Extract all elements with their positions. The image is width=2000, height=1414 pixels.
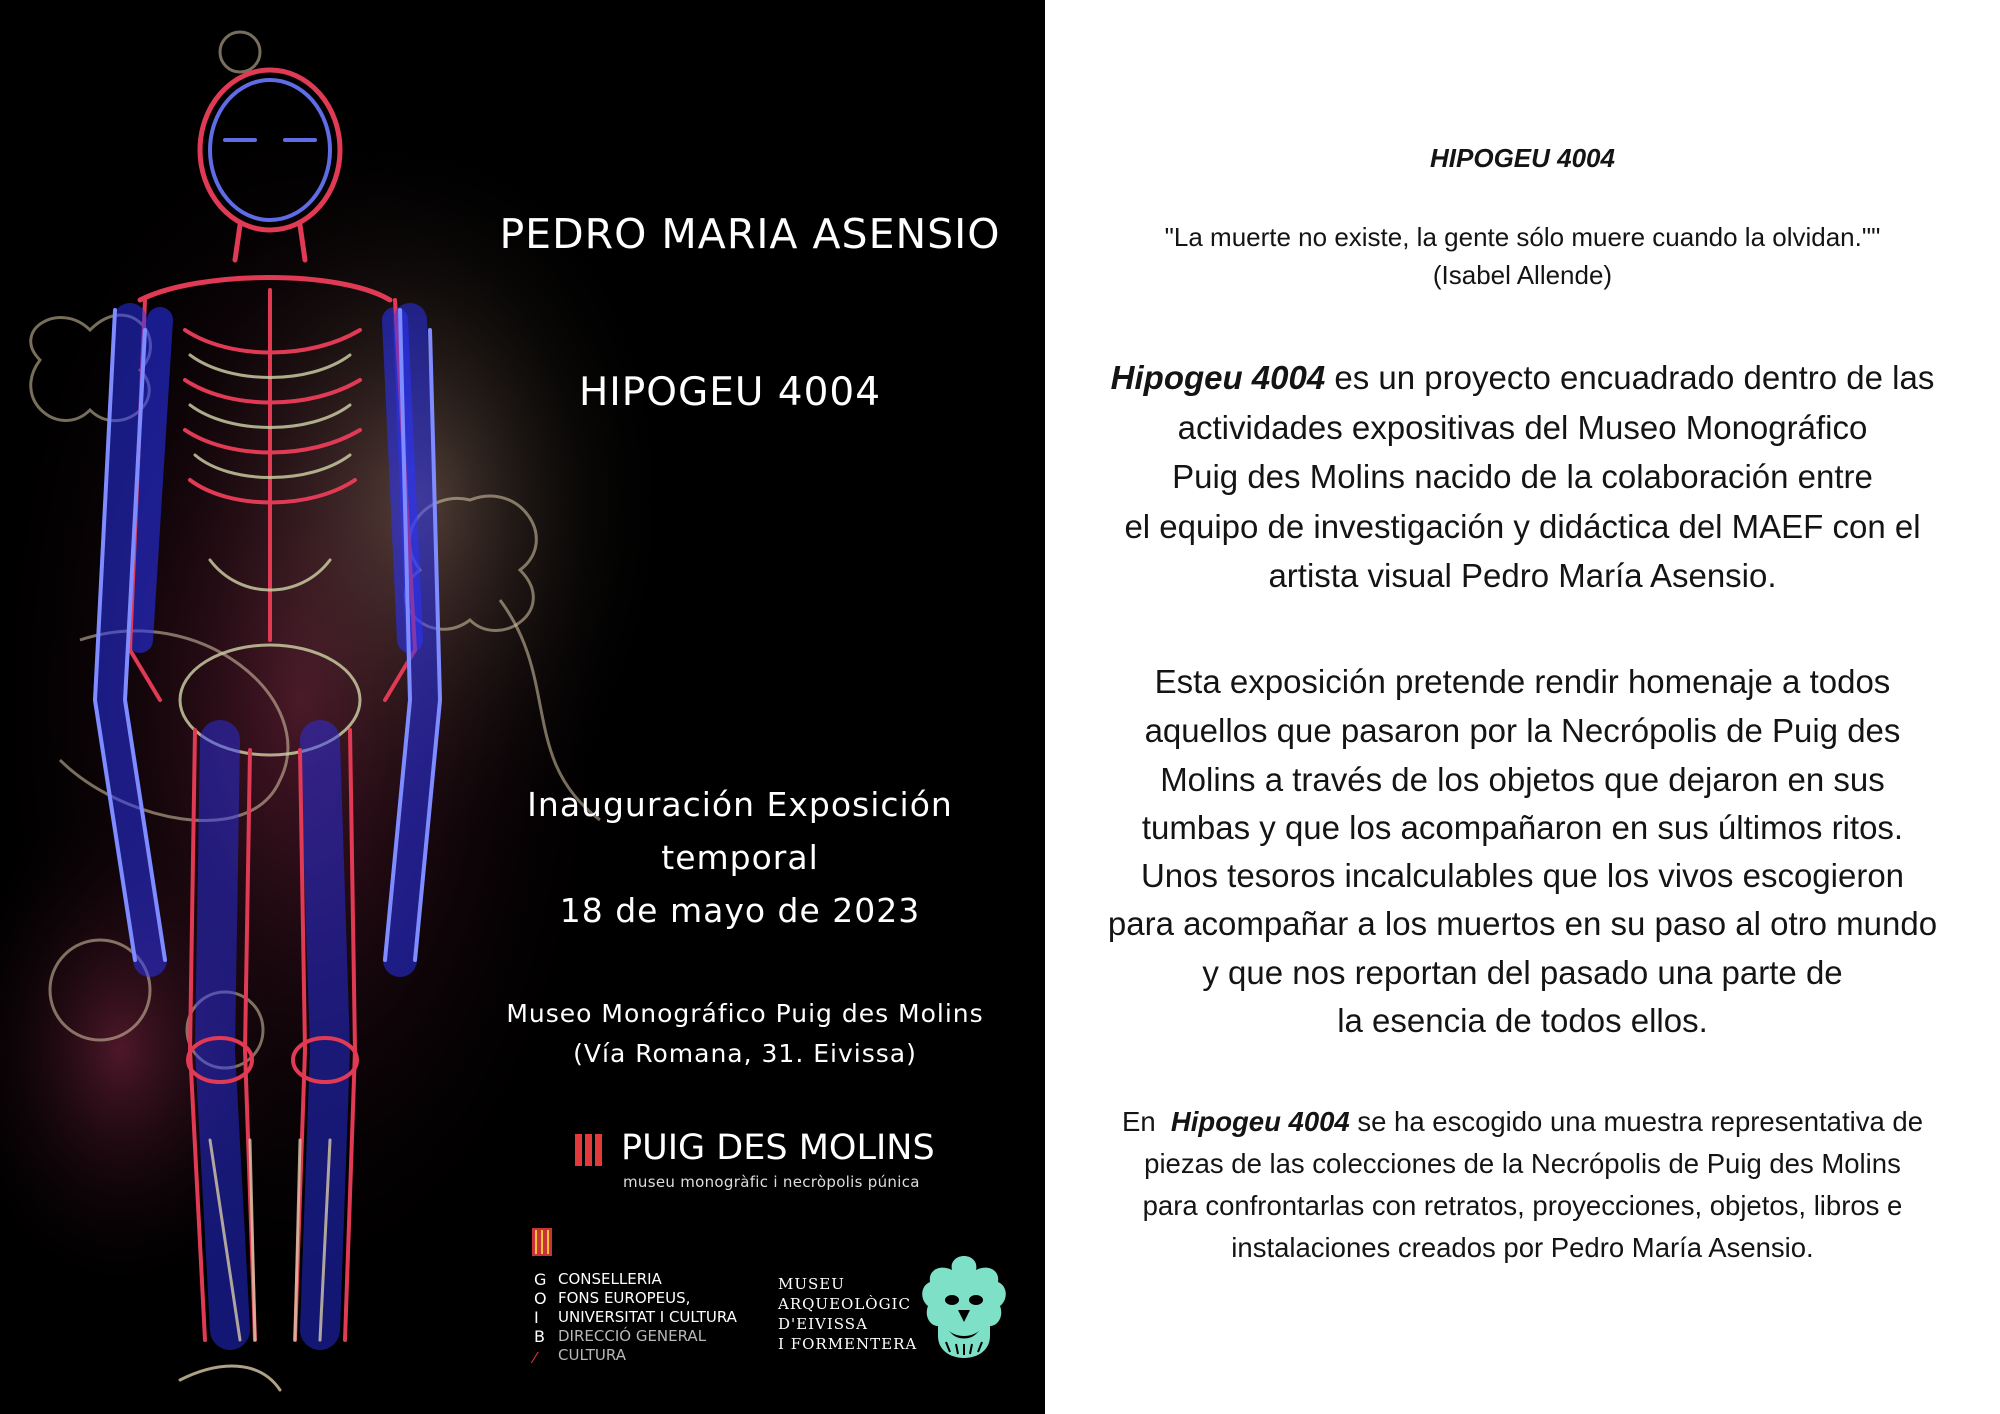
paragraph-line: tumbas y que los acompañaron en sus últimos ritos. bbox=[1141, 809, 1904, 846]
project-name-emphasis: Hipogeu 4004 bbox=[1170, 1106, 1350, 1137]
paragraph-line: Hipogeu 4004 es un proyecto encuadrado dentro de las bbox=[1110, 359, 1935, 396]
paragraph-line: para confrontarlas con retratos, proyecciones, objetos, libros e bbox=[1142, 1190, 1903, 1221]
opening-date: 18 de mayo de 2023 bbox=[559, 891, 921, 930]
maef-name: MUSEU ARQUEOLÒGIC D'EIVISSA I FORMENTERA bbox=[778, 1275, 918, 1353]
puig-des-molins-mark-icon bbox=[575, 1134, 601, 1166]
opening-label: Inauguración Exposición bbox=[527, 785, 953, 824]
paragraph-line: artista visual Pedro María Asensio. bbox=[1268, 557, 1777, 594]
project-name-emphasis: Hipogeu 4004 bbox=[1110, 359, 1326, 396]
paragraph-line: actividades expositivas del Museo Monográfico bbox=[1177, 409, 1868, 446]
goib-slash-icon: ⁄ bbox=[534, 1350, 537, 1367]
puig-des-molins-logo bbox=[575, 1130, 995, 1200]
paragraph-line: Molins a través de los objetos que dejaron en sus bbox=[1160, 761, 1885, 798]
punic-mask-icon bbox=[918, 1252, 1010, 1362]
paragraph-line: aquellos que pasaron por la Necrópolis de Puig des bbox=[1144, 712, 1901, 749]
puig-des-molins-name: PUIG DES MOLINS bbox=[621, 1128, 935, 1168]
paragraph-line: la esencia de todos ellos. bbox=[1337, 1002, 1708, 1039]
goib-crest-icon bbox=[532, 1228, 552, 1256]
paragraph-line: el equipo de investigación y didáctica del MAEF con el bbox=[1124, 508, 1921, 545]
maef-logo bbox=[778, 1262, 1028, 1382]
paragraph-line: Esta exposición pretende rendir homenaje a todos bbox=[1154, 663, 1891, 700]
opening-label-continued: temporal bbox=[661, 838, 819, 877]
quote-author: (Isabel Allende) bbox=[1432, 260, 1613, 290]
paragraph-line: y que nos reportan del pasado una parte de bbox=[1202, 954, 1843, 991]
poster-title: HIPOGEU 4004 bbox=[578, 370, 882, 415]
goib-logo bbox=[530, 1228, 770, 1378]
paragraph-line: Unos tesoros incalculables que los vivos escogieron bbox=[1140, 857, 1905, 894]
quote-text: "La muerte no existe, la gente sólo muere cuando la olvidan."" bbox=[1164, 222, 1881, 252]
document-title: HIPOGEU 4004 bbox=[1430, 143, 1615, 173]
paragraph-line: Puig des Molins nacido de la colaboración entre bbox=[1172, 458, 1873, 495]
puig-des-molins-subtitle: museu monogràfic i necròpolis púnica bbox=[623, 1173, 920, 1191]
paragraph-line: piezas de las colecciones de la Necrópolis de Puig des Molins bbox=[1144, 1148, 1901, 1179]
goib-department-text: CONSELLERIA FONS EUROPEUS, UNIVERSITAT I CULTURA DIRECCIÓ GENERAL CULTURA bbox=[558, 1270, 737, 1364]
paragraph-line: En Hipogeu 4004 se ha escogido una muestra representativa de bbox=[1121, 1106, 1923, 1137]
artist-name: PEDRO MARIA ASENSIO bbox=[499, 210, 1001, 258]
venue-name: Museo Monográfico Puig des Molins bbox=[506, 999, 984, 1028]
goib-letters: G O I B bbox=[534, 1270, 547, 1346]
paragraph-line: para acompañar a los muertos en su paso al otro mundo bbox=[1107, 905, 1938, 942]
venue-address: (Vía Romana, 31. Eivissa) bbox=[573, 1039, 917, 1068]
paragraph-line: instalaciones creados por Pedro María Asensio. bbox=[1231, 1232, 1814, 1263]
